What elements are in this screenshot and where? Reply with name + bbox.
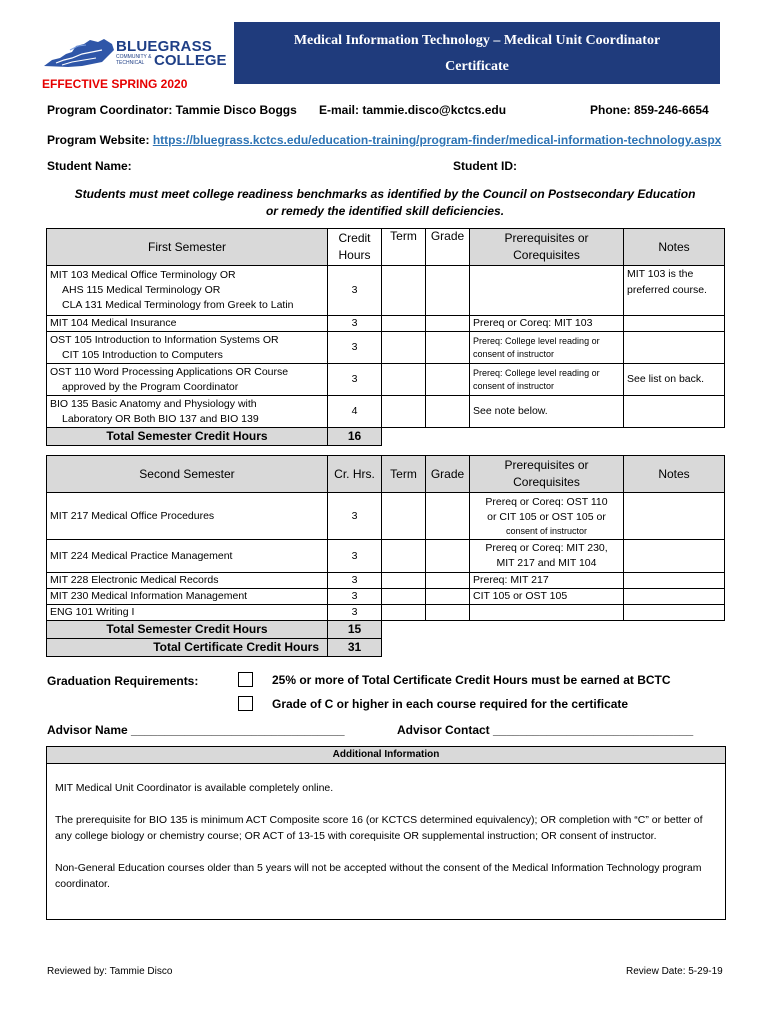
certificate-total-row <box>47 639 725 657</box>
col-term: Term <box>382 456 426 493</box>
title-line-2: Certificate <box>445 59 509 74</box>
empty-cell <box>470 621 624 639</box>
col-credit-hours: Cr. Hrs. <box>328 456 382 493</box>
program-website <box>47 133 721 147</box>
grade-cell[interactable] <box>426 540 470 573</box>
website-link[interactable]: https://bluegrass.kctcs.edu/education-training/program-finder/medical-information-technology.aspx <box>152 133 722 147</box>
requirement-checkbox-2[interactable] <box>238 696 253 711</box>
term-cell[interactable] <box>382 316 426 332</box>
website-label: Program Website: <box>47 133 150 147</box>
notes-cell: See list on back. <box>624 364 725 396</box>
prereq-cell <box>470 605 624 621</box>
requirement-checkbox-1[interactable] <box>238 672 253 687</box>
prereq-cell: Prereq or Coreq: MIT 103 <box>470 316 624 332</box>
table-row <box>47 589 725 605</box>
course-cell <box>47 266 328 316</box>
term-cell[interactable] <box>382 540 426 573</box>
notes-cell <box>624 573 725 589</box>
requirement-grade: Grade of C or higher in each course required for the certificate <box>272 697 629 711</box>
table-header-row <box>47 229 725 266</box>
info-online: MIT Medical Unit Coordinator is available completely online. <box>55 782 334 794</box>
col-grade: Grade <box>426 229 470 266</box>
col-prereq: Prerequisites or Corequisites <box>470 229 624 266</box>
table-row <box>47 573 725 589</box>
prereq-cell: CIT 105 or OST 105 <box>470 589 624 605</box>
course-cell <box>47 396 328 428</box>
empty-cell <box>382 621 426 639</box>
grade-cell[interactable] <box>426 573 470 589</box>
hours-cell: 3 <box>328 573 382 589</box>
course-line: Laboratory OR Both BIO 137 and BIO 139 <box>62 412 259 425</box>
col-term: Term <box>382 229 426 266</box>
total-semester-label: Total Semester Credit Hours <box>47 428 328 446</box>
hours-cell: 3 <box>328 605 382 621</box>
table-row <box>47 396 725 428</box>
prereq-cell: Prereq: College level reading or consent of instructor <box>470 364 624 396</box>
course-line: MIT 103 Medical Office Terminology OR <box>50 269 236 281</box>
term-cell[interactable] <box>382 396 426 428</box>
hours-cell: 3 <box>328 540 382 573</box>
course-cell <box>47 332 328 364</box>
term-cell[interactable] <box>382 493 426 540</box>
empty-cell <box>382 639 426 657</box>
grade-cell[interactable] <box>426 589 470 605</box>
empty-cell <box>470 639 624 657</box>
kentucky-logo-icon <box>42 36 116 70</box>
empty-cell <box>624 428 725 446</box>
coordinator-phone: Phone: 859-246-6654 <box>590 103 709 117</box>
notes-cell <box>624 540 725 573</box>
hours-cell: 3 <box>328 493 382 540</box>
term-cell[interactable] <box>382 573 426 589</box>
notice-line-1: Students must meet college readiness benchmarks as identified by the Council on Postsecondary Education <box>74 187 696 201</box>
coordinator-email: E-mail: tammie.disco@kctcs.edu <box>319 103 507 117</box>
grade-cell[interactable] <box>426 493 470 540</box>
advisor-contact-field[interactable]: Advisor Contact ______________________________ <box>397 723 694 737</box>
hours-cell: 3 <box>328 266 382 316</box>
prereq-line: or CIT 105 or OST 105 or <box>487 510 606 523</box>
course-line: BIO 135 Basic Anatomy and Physiology with <box>50 397 257 410</box>
prereq-cell: Prereq: College level reading or consent of instructor <box>470 332 624 364</box>
grade-cell[interactable] <box>426 605 470 621</box>
notes-cell <box>624 316 725 332</box>
second-semester-table <box>46 455 725 657</box>
col-first-semester: First Semester <box>47 229 328 266</box>
empty-cell <box>624 639 725 657</box>
table-header-row <box>47 456 725 493</box>
notes-cell <box>624 493 725 540</box>
notes-cell <box>624 605 725 621</box>
course-cell: MIT 228 Electronic Medical Records <box>47 573 328 589</box>
table-row <box>47 332 725 364</box>
notice-line-2: or remedy the identified skill deficiencies. <box>265 204 505 218</box>
prereq-cell: See note below. <box>470 396 624 428</box>
document-title <box>234 22 720 84</box>
notes-cell: MIT 103 is the preferred course. <box>624 266 725 316</box>
logo-subtext: COMMUNITY & TECHNICAL <box>116 54 152 66</box>
grade-cell[interactable] <box>426 332 470 364</box>
effective-term: EFFECTIVE SPRING 2020 <box>42 77 188 91</box>
hours-cell: 3 <box>328 332 382 364</box>
course-line: OST 110 Word Processing Applications OR Course <box>50 365 289 378</box>
prereq-line: MIT 217 and MIT 104 <box>496 557 597 569</box>
hours-cell: 3 <box>328 589 382 605</box>
readiness-notice <box>60 186 710 220</box>
table-row <box>47 364 725 396</box>
col-prereq: Prerequisites or Corequisites <box>470 456 624 493</box>
grade-cell[interactable] <box>426 396 470 428</box>
notes-cell <box>624 332 725 364</box>
term-cell[interactable] <box>382 605 426 621</box>
course-line: AHS 115 Medical Terminology OR <box>62 284 221 296</box>
prereq-cell <box>470 493 624 540</box>
total-certificate-label: Total Certificate Credit Hours <box>47 639 328 657</box>
review-date: Review Date: 5-29-19 <box>626 966 723 977</box>
prereq-line: consent of instructor <box>505 525 588 536</box>
empty-cell <box>426 428 470 446</box>
course-cell: ENG 101 Writing I <box>47 605 328 621</box>
prereq-cell: Prereq: MIT 217 <box>470 573 624 589</box>
first-semester-table <box>46 228 725 446</box>
additional-information-box <box>46 746 726 920</box>
course-line: OST 105 Introduction to Information Systems OR <box>50 333 279 346</box>
grade-cell[interactable] <box>426 266 470 316</box>
title-line-1: Medical Information Technology – Medical Unit Coordinator <box>293 33 661 48</box>
course-cell: MIT 217 Medical Office Procedures <box>47 493 328 540</box>
logo-wordmark: BLUEGRASS <box>116 38 212 55</box>
student-name-field: Student Name: <box>47 159 132 173</box>
course-line: approved by the Program Coordinator <box>62 380 239 393</box>
logo-college: COLLEGE <box>154 52 227 69</box>
info-course-age: Non-General Education courses older than 5 years will not be accepted without the consent of the Medical Information Technology program coordinator. <box>55 862 702 890</box>
empty-cell <box>426 639 470 657</box>
term-cell[interactable] <box>382 589 426 605</box>
hours-cell: 4 <box>328 396 382 428</box>
col-notes: Notes <box>624 229 725 266</box>
college-logo <box>42 32 232 78</box>
table-row <box>47 266 725 316</box>
advisor-name-field[interactable]: Advisor Name ________________________________ <box>47 723 345 737</box>
student-id-field: Student ID: <box>453 159 517 173</box>
col-notes: Notes <box>624 456 725 493</box>
graduation-requirements-label: Graduation Requirements: <box>47 674 199 688</box>
course-cell <box>47 364 328 396</box>
table-row <box>47 605 725 621</box>
hours-cell: 3 <box>328 364 382 396</box>
prereq-line: Prereq or Coreq: OST 110 <box>485 495 608 508</box>
notes-cell <box>624 589 725 605</box>
info-bio-prereq: The prerequisite for BIO 135 is minimum ACT Composite score 16 (or KCTCS determined equivalency); OR completion with “C” or better of any college biology or chemistry course; OR ACT of 13-15 with corequisite OR supplemental instruction; OR consent of instructor. <box>55 814 703 842</box>
course-line: CIT 105 Introduction to Computers <box>62 348 223 361</box>
empty-cell <box>426 621 470 639</box>
requirement-residency: 25% or more of Total Certificate Credit Hours must be earned at BCTC <box>272 673 671 687</box>
table-row <box>47 540 725 573</box>
course-cell: MIT 230 Medical Information Management <box>47 589 328 605</box>
course-cell: MIT 104 Medical Insurance <box>47 316 328 332</box>
course-line: CLA 131 Medical Terminology from Greek to Latin <box>62 299 294 311</box>
total-semester-hours: 16 <box>328 428 382 446</box>
prereq-cell <box>470 540 624 573</box>
total-row <box>47 428 725 446</box>
notes-cell <box>624 396 725 428</box>
total-row <box>47 621 725 639</box>
grade-cell[interactable] <box>426 316 470 332</box>
course-cell: MIT 224 Medical Practice Management <box>47 540 328 573</box>
empty-cell <box>382 428 426 446</box>
program-coordinator: Program Coordinator: Tammie Disco Boggs <box>47 103 297 117</box>
term-cell[interactable] <box>382 332 426 364</box>
col-second-semester: Second Semester <box>47 456 328 493</box>
prereq-cell <box>470 266 624 316</box>
empty-cell <box>470 428 624 446</box>
empty-cell <box>624 621 725 639</box>
table-row <box>47 316 725 332</box>
total-semester-label: Total Semester Credit Hours <box>47 621 328 639</box>
additional-information-title: Additional Information <box>47 747 725 764</box>
col-credit-hours: Credit Hours <box>328 229 382 266</box>
table-row <box>47 493 725 540</box>
reviewed-by: Reviewed by: Tammie Disco <box>47 966 173 977</box>
total-certificate-hours: 31 <box>328 639 382 657</box>
total-semester-hours: 15 <box>328 621 382 639</box>
term-cell[interactable] <box>382 364 426 396</box>
term-cell[interactable] <box>382 266 426 316</box>
grade-cell[interactable] <box>426 364 470 396</box>
hours-cell: 3 <box>328 316 382 332</box>
col-grade: Grade <box>426 456 470 493</box>
prereq-line: Prereq or Coreq: MIT 230, <box>485 542 608 554</box>
